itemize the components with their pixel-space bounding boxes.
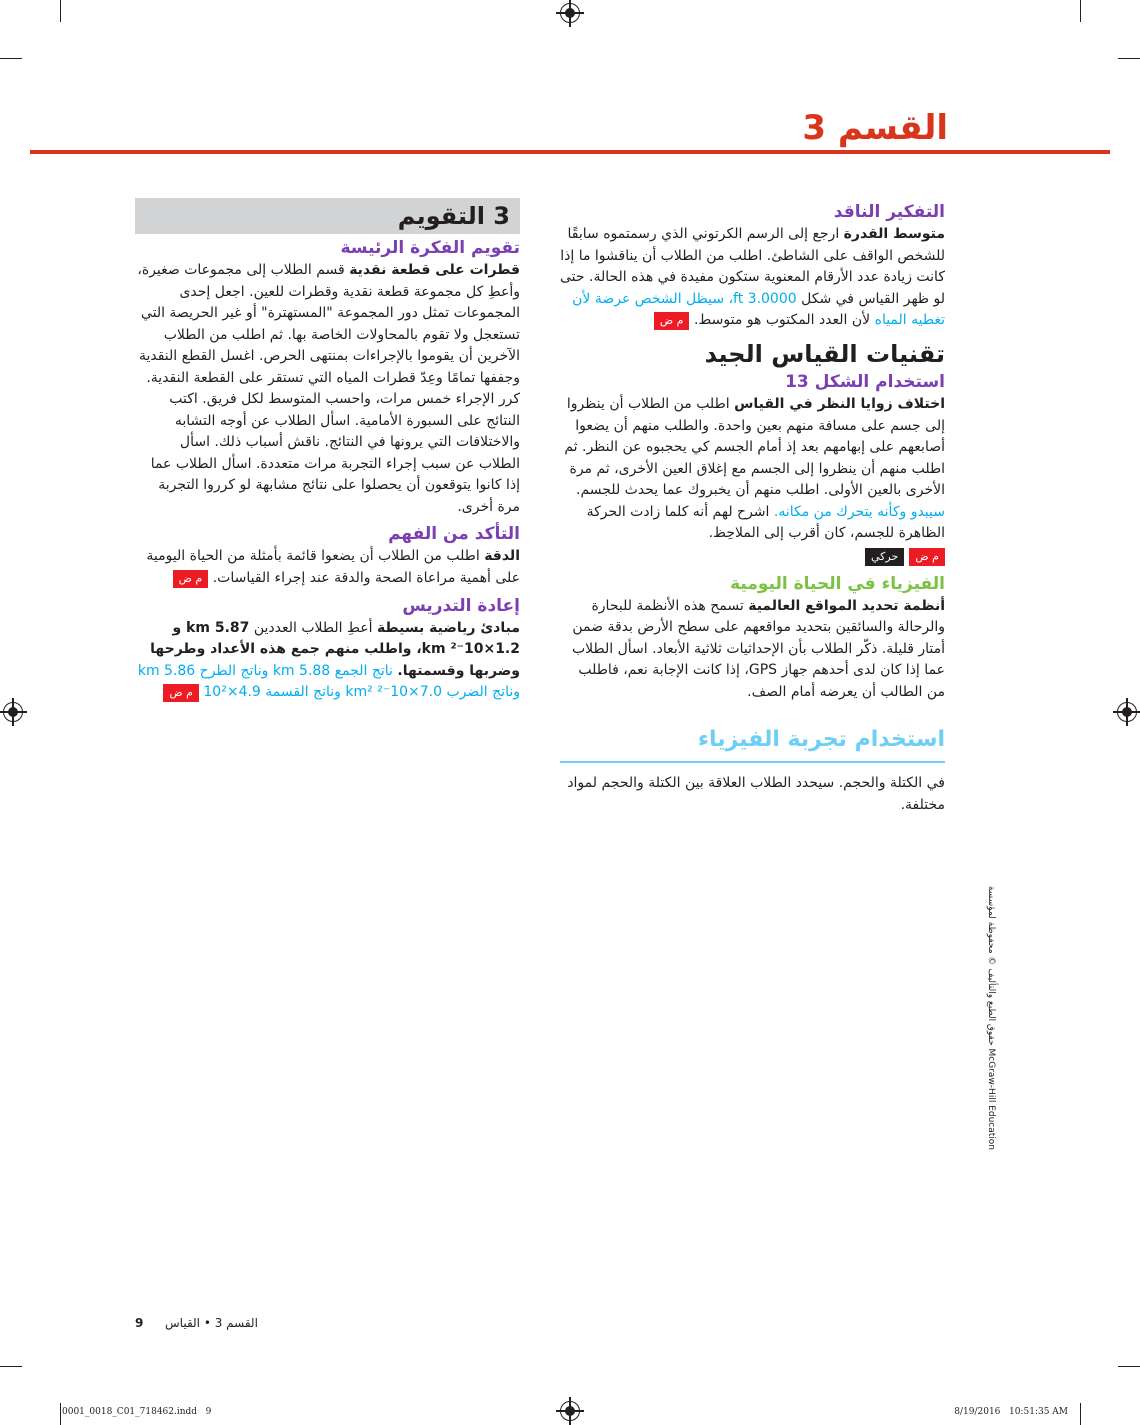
reteach-heading: إعادة التدريس bbox=[402, 595, 520, 616]
right-column bbox=[560, 200, 945, 816]
critical-thinking-heading: التفكير الناقد bbox=[833, 202, 945, 222]
page-footer bbox=[135, 1314, 335, 1332]
registration-mark-icon bbox=[560, 1401, 580, 1421]
chapter-title: القسم 3 bbox=[802, 108, 948, 148]
level-badge: م ض bbox=[909, 548, 945, 566]
registration-mark-icon bbox=[560, 3, 580, 23]
parallax-paragraph: اختلاف زوايا النظر في القياس اطلب من الطلاب أن ينظروا إلى جسم على مسافة منهم بعين واحدة. والطلب منهم أن يضعوا أصابعهم على إبهامهم بعد إذ أمام الجسم كي يحجبوه عن النظر. ثم اطلب منهم أن ينظروا إلى الجسم مع إغلاق العين الأخرى، ثم مرة الأخرى بالعين الأولى. اطلب منهم أن يخبروك عما يحدث للجسم. سيبدو وكأنه يتحرك من مكانه. اشرح لهم أنه كلما زادت الحركة الظاهرة للجسم، كان أقرب إلى الملاحِظ. bbox=[564, 396, 945, 541]
answer-text: ناتج الجمع 5.88 km وناتج الطرح 5.86 km وناتج الضرب 7.0×10⁻² km² وناتج القسمة 4.9×10² bbox=[137, 662, 520, 700]
crop-mark bbox=[1080, 0, 1081, 22]
assessment-title: 3 التقويم bbox=[397, 202, 510, 230]
left-column bbox=[135, 198, 520, 704]
parallax-label: اختلاف زوايا النظر في القياس bbox=[734, 396, 945, 412]
page-number: 9 bbox=[135, 1316, 144, 1330]
main-idea-assessment-heading: تقويم الفكرة الرئيسة bbox=[340, 238, 520, 258]
assessment-box-header bbox=[135, 198, 520, 234]
header-rule bbox=[30, 150, 1110, 154]
answer-text: سيبدو وكأنه يتحرك من مكانه. bbox=[773, 503, 945, 520]
math-label: مبادئ رياضية بسيطة bbox=[376, 619, 520, 636]
accuracy-label: الدقة bbox=[484, 548, 520, 564]
registration-mark-icon bbox=[1117, 702, 1137, 722]
critical-thinking-paragraph: متوسط القدرة ارجع إلى الرسم الكرتوني الذي رسمتموه سابقًا للشخص الواقف على الشاطئ. اطلب من الطلاب أن يناقشوا ما إذا كانت زيادة عدد الأرقام المعنوية ستكون مفيدة في هذه الحالة. حتى لو ظهر القياس في شكل 3.0000 ft، سيظل الشخص عرضة لأن تغطيه المياه لأن العدد المكتوب هو متوسط. م ض bbox=[560, 226, 945, 328]
figure-use-subheading: استخدام الشكل 13 bbox=[785, 372, 945, 392]
slug-timestamp: 8/19/2016 10:51:35 AM bbox=[954, 1407, 1068, 1417]
lab-paragraph: في الكتلة والحجم. سيحدد الطلاب العلاقة بين الكتلة والحجم لمواد مختلفة. bbox=[567, 775, 945, 813]
level-badge: م ض bbox=[173, 570, 209, 588]
crop-mark bbox=[60, 0, 61, 22]
gps-label: أنظمة تحديد المواقع العالمية bbox=[748, 597, 945, 614]
crop-mark bbox=[1118, 58, 1140, 59]
level-badge: م ض bbox=[163, 684, 199, 702]
level-badge: م ض bbox=[654, 312, 690, 330]
gps-paragraph: أنظمة تحديد المواقع العالمية تسمح هذه الأنظمة للبحارة والرحالة والسائقين بتحديد مواقعهم على سطح الأرض بدقة ضمن أمتار قليلة. ذكّر الطلاب بأن الإحداثيات ثلاثية الأبعاد. اسأل الطلاب عما إذا كان لدى أحدهم جهاز GPS، إذا كانت الإجابة نعم، فاطلب من الطالب أن يعرضه أمام الصف. bbox=[572, 597, 945, 700]
check-understanding-heading: التأكد من الفهم bbox=[388, 524, 520, 544]
level-label: متوسط القدرة bbox=[843, 226, 945, 242]
crop-mark bbox=[1080, 1403, 1081, 1425]
measurement-techniques-heading: تقنيات القياس الجيد bbox=[704, 340, 945, 368]
physics-lab-heading: استخدام تجربة الفيزياء bbox=[697, 727, 945, 752]
math-expression: 5.87 km و 1.2×10⁻² km، واطلب منهم جمع هذه الأعداد وطرحها وضربها وقسمتها. bbox=[150, 619, 520, 679]
answer-text: 3.0000 ft، سيظل الشخص عرضة لأن تغطيه المياه bbox=[572, 290, 945, 328]
math-paragraph: مبادئ رياضية بسيطة أعطِ الطلاب العددين 5.87 km و 1.2×10⁻² km، واطلب منهم جمع هذه الأعداد وطرحها وضربها وقسمتها. ناتج الجمع 5.88 km وناتج الطرح 5.86 km وناتج الضرب 7.0×10⁻² km² وناتج القسمة 4.9×10² م ض bbox=[137, 619, 520, 700]
physics-daily-life-heading: الفيزياء في الحياة اليومية bbox=[730, 573, 945, 594]
crop-mark bbox=[0, 1366, 22, 1367]
copyright-sidebar: McGraw-Hill Education حقوق الطبع والتأليف © محفوظة لمؤسسة bbox=[986, 885, 996, 1150]
crop-mark bbox=[1118, 1366, 1140, 1367]
drops-paragraph: قطرات على قطعة نقدية قسم الطلاب إلى مجموعات صغيرة، وأعطِ كل مجموعة قطعة نقدية وقطرات للعين. اجعل إحدى المجموعات تمثل دور المجموعة "المستهترة" أو غير الحريصة التي تستعجل ولا تقوم بالمحاولات الخاصة بها. ثم اطلب من الطلاب الآخرين أن يقوموا بالإجراءات بمنتهى الحرص. اغسل القطع النقدية وجففها تمامًا وعِدّ قطرات المياه التي تستقر على القطعة النقدية. كرر الإجراء خمس مرات، واحسب المتوسط لكل فريق. اكتب النتائج على السبورة الأمامية. اسأل الطلاب عن أوجه التشابه والاختلافات التي يرونها في النتائج. ناقش أسباب ذلك. اسأل الطلاب عن سبب إجراء التجربة مرات متعددة. اسأل الطلاب عما إذا كانوا يتوقعون أن يحصلوا على نتائج مشابهة لو كرروا التجربة مرة أخرى. bbox=[137, 262, 520, 515]
accuracy-paragraph: الدقة اطلب من الطلاب أن يضعوا قائمة بأمثلة من الحياة اليومية على أهمية مراعاة الصحة والدقة عند إجراء القياسات. م ض bbox=[146, 548, 520, 586]
crop-mark bbox=[0, 58, 22, 59]
kinesthetic-badge: حركي bbox=[865, 548, 904, 566]
crop-mark bbox=[60, 1403, 61, 1425]
registration-mark-icon bbox=[3, 702, 23, 722]
drops-label: قطرات على قطعة نقدية bbox=[349, 262, 520, 278]
lab-heading-rule bbox=[560, 761, 945, 763]
slug-file-name: 0001_0018_C01_718462.indd 9 bbox=[62, 1407, 212, 1417]
page-label: القسم 3 • القياس bbox=[165, 1316, 258, 1330]
